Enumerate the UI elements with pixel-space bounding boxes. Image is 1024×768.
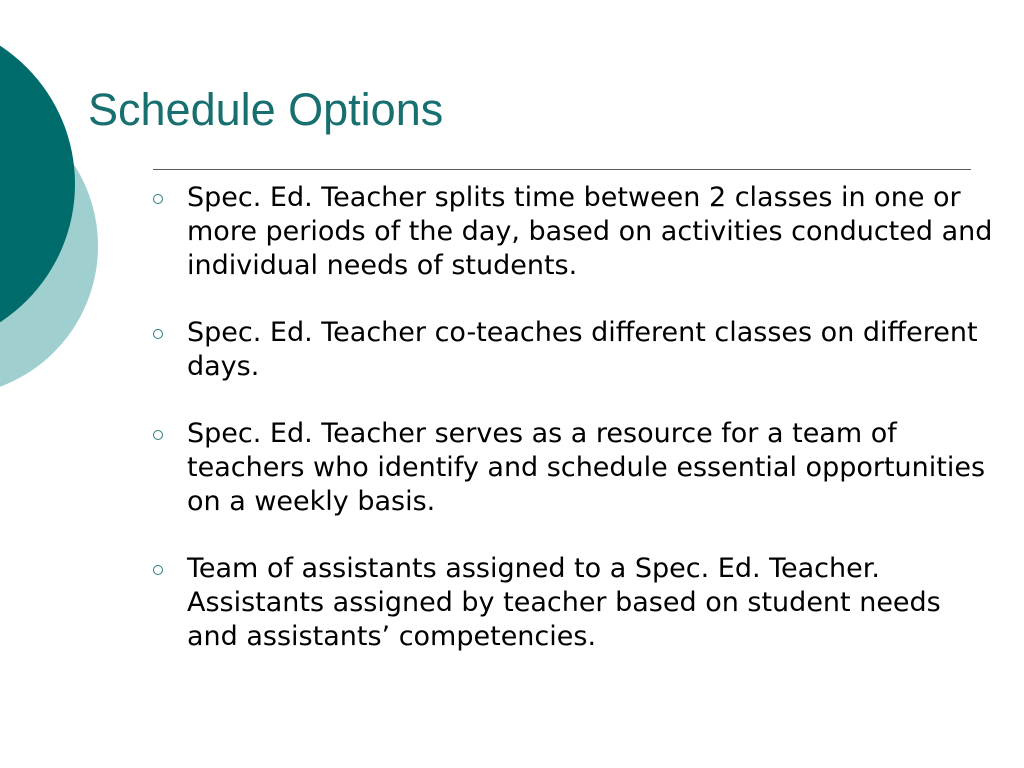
bullet-text: Spec. Ed. Teacher splits time between 2 classes in one or more periods of the day, based on activities conducted and individual needs of students. [187, 182, 1001, 281]
bullet-text: Spec. Ed. Teacher co-teaches different classes on different days. [187, 317, 987, 382]
title-divider [153, 169, 971, 170]
bullet-item [150, 316, 1000, 384]
hollow-circle-bullet-icon [153, 194, 163, 204]
bullet-item [150, 552, 1000, 654]
bullet-text: Team of assistants assigned to a Spec. Ed. Teacher. Assistants assigned by teacher based on student needs and assistants’ competencies. [187, 553, 950, 652]
hollow-circle-bullet-icon [153, 329, 163, 339]
bullet-item [150, 417, 1000, 519]
hollow-circle-bullet-icon [153, 565, 163, 575]
bullet-text: Spec. Ed. Teacher serves as a resource for a team of teachers who identify and schedule essential opportunities on a weekly basis. [187, 418, 994, 517]
hollow-circle-bullet-icon [153, 430, 163, 440]
bullet-list [150, 181, 1000, 687]
bullet-item [150, 181, 1000, 283]
slide-title: Schedule Options [88, 84, 444, 135]
